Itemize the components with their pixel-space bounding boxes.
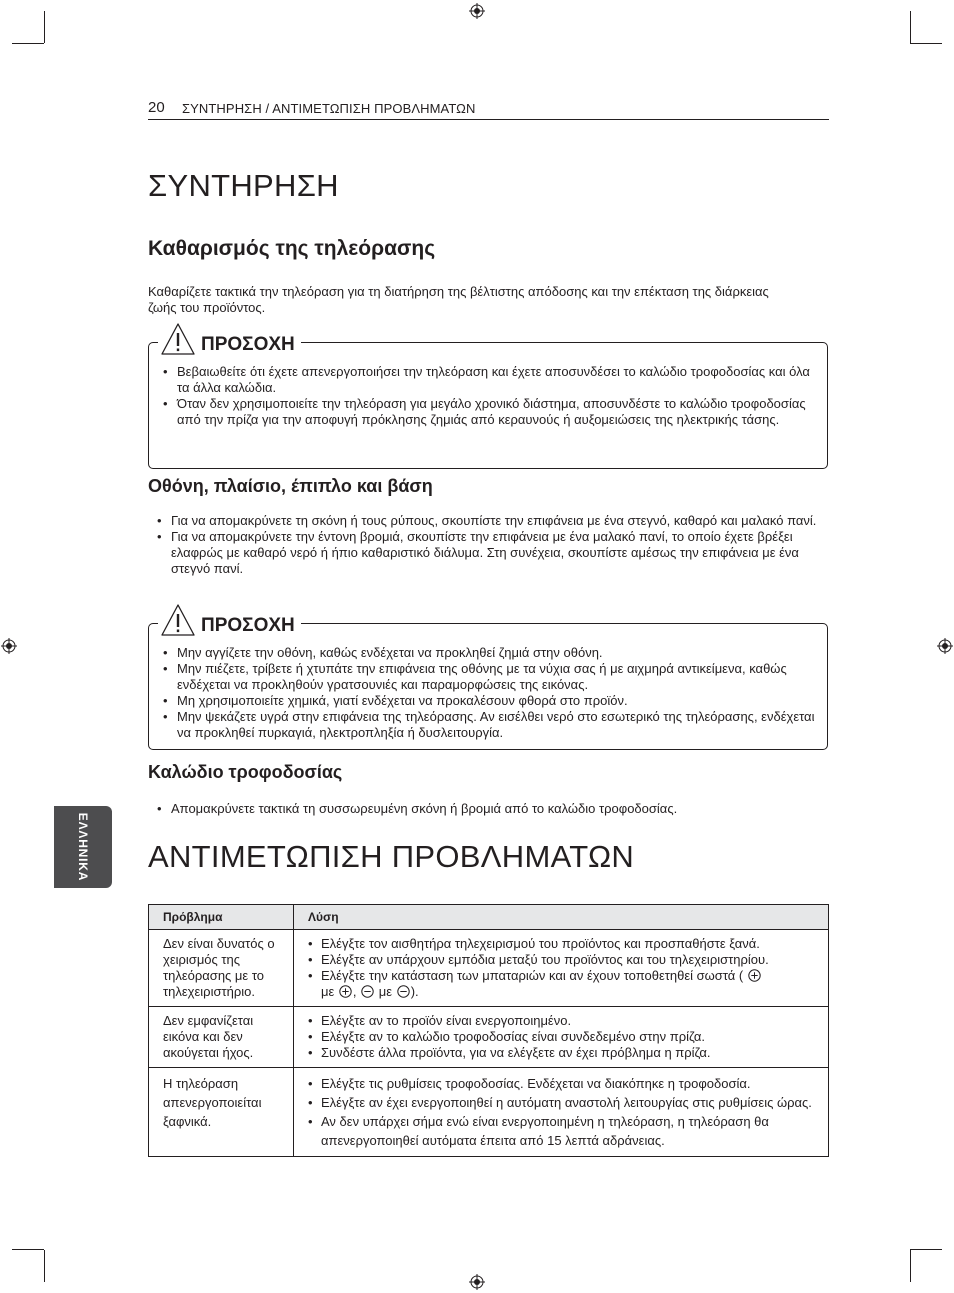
solution-item: [308, 968, 814, 1000]
list-item: • Για να απομακρύνετε τη σκόνη ή τους ρύπους, σκουπίστε την επιφάνεια με ένα στεγνό, καθαρό και μαλακό πανί.: [157, 513, 817, 529]
caution-title: ΠΡΟΣΟΧΗ: [201, 334, 295, 355]
battery-note-to: με: [321, 984, 335, 999]
registration-mark-icon: [1, 638, 17, 654]
registration-mark-icon: [469, 1274, 485, 1290]
troubleshooting-table: [148, 904, 829, 1157]
caution-list: [163, 364, 813, 428]
warning-icon: [160, 603, 196, 637]
crop-mark: [12, 43, 44, 44]
minus-terminal-icon: [397, 985, 410, 998]
screen-heading: Οθόνη, πλαίσιο, έπιπλο και βάση: [148, 476, 433, 496]
problem-cell: Η τηλεόραση απενεργοποιείται ξαφνικά.: [149, 1068, 294, 1157]
header-rule: [148, 119, 829, 120]
table-row: [149, 1007, 829, 1068]
list-item: • Για να απομακρύνετε την έντονη βρομιά, σκουπίστε την επιφάνεια με ένα μαλακό πανί, το οποίο έχετε βρέξει ελαφρώς με καθαρό νερό ή ήπιο καθαριστικό διάλυμα. Στη συνέχεια, σκουπίστε αμέσως την επιφάνεια με ένα στεγνό πανί.: [157, 529, 817, 577]
solution-cell: [294, 1007, 829, 1068]
crop-mark: [12, 1249, 44, 1250]
minus-terminal-icon: [361, 985, 374, 998]
column-header-solution: Λύση: [294, 905, 829, 930]
list-item: • Μη χρησιμοποιείτε χημικά, γιατί ενδέχεται να προκαλέσουν φθορά στο προϊόν.: [163, 693, 815, 709]
warning-icon: [160, 322, 196, 356]
crop-mark: [910, 43, 942, 44]
caution-title: ΠΡΟΣΟΧΗ: [201, 615, 295, 636]
solution-item: • Ελέγξτε αν το καλώδιο τροφοδοσίας είναι συνδεδεμένο στην πρίζα.: [308, 1029, 814, 1045]
battery-note-text: Ελέγξτε την κατάσταση των μπαταριών και αν έχουν τοποθετηθεί σωστά (: [321, 968, 744, 983]
solution-item: • Ελέγξτε αν έχει ενεργοποιηθεί η αυτόματη αναστολή λειτουργίας στις ρυθμίσεις ώρας.: [308, 1093, 814, 1112]
list-item: • Μην ψεκάζετε υγρά στην επιφάνεια της τηλεόρασης. Αν εισέλθει νερό στο εσωτερικό της τηλεόρασης, ενδέχεται να προκληθεί πυρκαγιά, ηλεκτροπληξία ή δυσλειτουργία.: [163, 709, 815, 741]
solution-item: • Αν δεν υπάρχει σήμα ενώ είναι ενεργοποιημένη η τηλεόραση, η τηλεόραση θα απενεργοποιηθεί αυτόματα έπειτα από 15 λεπτά αδράνειας.: [308, 1112, 814, 1150]
cleaning-intro: Καθαρίζετε τακτικά την τηλεόραση για τη διατήρηση της βέλτιστης απόδοσης και την επέκταση της διάρκειας ζωής του προϊόντος.: [148, 284, 769, 315]
battery-note-comma: ,: [352, 984, 357, 999]
crop-mark: [910, 11, 911, 43]
column-header-problem: Πρόβλημα: [149, 905, 294, 930]
maintenance-title: ΣΥΝΤΗΡΗΣΗ: [148, 168, 339, 203]
solution-cell: [294, 930, 829, 1007]
solution-item: • Ελέγξτε τον αισθητήρα τηλεχειρισμού του προϊόντος και προσπαθήστε ξανά.: [308, 936, 814, 952]
power-cord-heading: Καλώδιο τροφοδοσίας: [148, 762, 343, 782]
table-row: [149, 1068, 829, 1157]
registration-mark-icon: [937, 638, 953, 654]
table-row: [149, 930, 829, 1007]
battery-note-end: ).: [410, 984, 419, 999]
solution-item: • Ελέγξτε αν υπάρχουν εμπόδια μεταξύ του προϊόντος και του τηλεχειριστηρίου.: [308, 952, 814, 968]
caution-list: [163, 645, 815, 741]
crop-mark: [44, 1250, 45, 1282]
page-number: 20: [148, 99, 165, 116]
crop-mark: [910, 1250, 911, 1282]
plus-terminal-icon: [748, 969, 761, 982]
language-tab: [54, 806, 112, 888]
solution-item: • Ελέγξτε αν το προϊόν είναι ενεργοποιημένο.: [308, 1013, 814, 1029]
registration-mark-icon: [469, 3, 485, 19]
caution-header: [158, 599, 301, 637]
problem-cell: Δεν είναι δυνατός ο χειρισμός της τηλεόρασης με το τηλεχειριστήριο.: [149, 930, 294, 1007]
solution-item: • Ελέγξτε τις ρυθμίσεις τροφοδοσίας. Ενδέχεται να διακόπηκε η τροφοδοσία.: [308, 1074, 814, 1093]
solution-item: • Συνδέστε άλλα προϊόντα, για να ελέγξετε αν έχει πρόβλημα η πρίζα.: [308, 1045, 814, 1061]
list-item: • Βεβαιωθείτε ότι έχετε απενεργοποιήσει την τηλεόραση και έχετε αποσυνδέσει το καλώδιο τροφοδοσίας και όλα τα άλλα καλώδια.: [163, 364, 813, 396]
problem-cell: Δεν εμφανίζεται εικόνα και δεν ακούγεται ήχος.: [149, 1007, 294, 1068]
caution-header: [158, 318, 301, 356]
crop-mark: [910, 1249, 942, 1250]
power-cord-list: [157, 801, 817, 817]
list-item: • Μην αγγίζετε την οθόνη, καθώς ενδέχεται να προκληθεί ζημιά στην οθόνη.: [163, 645, 815, 661]
solution-cell: [294, 1068, 829, 1157]
list-item: • Όταν δεν χρησιμοποιείτε την τηλεόραση για μεγάλο χρονικό διάστημα, αποσυνδέστε το καλώδιο τροφοδοσίας από την πρίζα για την αποφυγή πρόκλησης ζημιάς από κεραυνούς ή αυξομειώσεις της ηλεκτρικής τάσης.: [163, 396, 813, 428]
plus-terminal-icon: [339, 985, 352, 998]
screen-care-list: [157, 513, 817, 577]
running-head: ΣΥΝΤΗΡΗΣΗ / ΑΝΤΙΜΕΤΩΠΙΣΗ ΠΡΟΒΛΗΜΑΤΩΝ: [182, 101, 476, 116]
troubleshooting-title: ΑΝΤΙΜΕΤΩΠΙΣΗ ΠΡΟΒΛΗΜΑΤΩΝ: [148, 839, 635, 874]
battery-note-to: με: [378, 984, 393, 999]
cleaning-heading: Καθαρισμός της τηλεόρασης: [148, 237, 436, 260]
list-item: • Απομακρύνετε τακτικά τη συσσωρευμένη σκόνη ή βρομιά από το καλώδιο τροφοδοσίας.: [157, 801, 817, 817]
table-header-row: [149, 905, 829, 930]
list-item: • Μην πιέζετε, τρίβετε ή χτυπάτε την επιφάνεια της οθόνης με τα νύχια σας ή με αιχμηρά αντικείμενα, καθώς ενδέχεται να προκληθούν γρατσουνιές και παραμορφώσεις της εικόνας.: [163, 661, 815, 693]
language-tab-label: ΕΛΛΗΝΙΚΑ: [76, 812, 90, 882]
crop-mark: [44, 11, 45, 43]
